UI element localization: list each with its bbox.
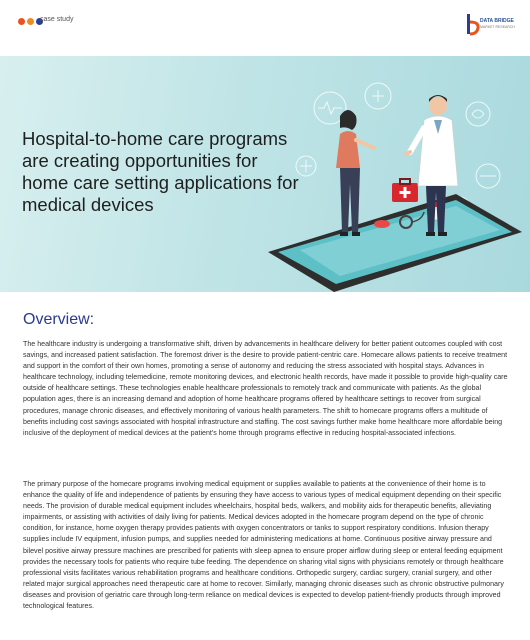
top-bar — [0, 0, 530, 56]
case-study-tag: case study — [40, 16, 74, 23]
logo-mark-icon — [466, 14, 480, 36]
overview-paragraph-2: The primary purpose of the homecare programs involving medical equipment or supplies available to patients at the convenience of their home is to enhance the quality of life and independence of patients by ensuring they have access to various types of medical equipment depending on their specific needs. The provision of durable medical equipment includes wheelchairs, hospital beds, walkers, and mobility aids for therapeutic benefits, alleviating impairments, or assisting with activities of daily living for patients. Medical devices adopted in the homecare program depend on the type of chronic condition, for instance, home oxygen therapy provides patients with oxygen concentrators or tanks to support respiratory conditions. Infusion therapy supplies include IV equipment, infusion pumps, and supplies needed for administering medications at home. Continuous positive airway pressure and bilevel positive airway pressure machines are prescribed for patients with sleep apnea to ensure proper airflow during sleep or enteral feeding equipment provides the necessary tools for patients who require tube feeding. The dependence on sharing vital signs with physicians remotely or through healthcare professional visits facilitates various rehabilitation programs and healthcare conditions. Orthopedic surgery, cardiac surgery, cranial surgery, and other related major surgical approaches need therapeutic care at home to recover. Similarly, managing chronic diseases such as chronic obstructive pulmonary diseases and provision of geriatric care through long-term reliance on medical devices is expected to develop patient-friendly products through improved technological features. — [23, 480, 504, 611]
circle-icon-3 — [466, 102, 490, 126]
logo-name: DATA BRIDGE — [480, 18, 514, 24]
company-logo — [466, 12, 516, 42]
overview-heading: Overview: — [23, 311, 95, 328]
hero-banner — [0, 56, 530, 292]
patient-figure — [336, 110, 374, 236]
hero-title: Hospital-to-home care programs are creating opportunities for home care setting applications for medical devices — [22, 128, 299, 215]
overview-paragraph-1: The healthcare industry is undergoing a transformative shift, driven by advancements in healthcare delivery for better patient outcomes coupled with cost savings, and increased patient satisfaction. The foremost driver is the desire to provide patient-centric care. Homecare allows patients to receive treatment and support in the comfort of their own homes, promoting a sense of autonomy and reducing the stress associated with hospital stays. Advances in healthcare technology, including telemedicine, remote monitoring devices, and electronic health records, have made it possible to provide high-quality care outside of healthcare settings. These technologies enable healthcare professionals to remotely track and communicate with patients. As the global population ages, there is an increasing demand and adoption of home healthcare programs offered by healthcare settings to recover from surgical procedures, manage chronic diseases, and effectively monitoring of various health parameters. The shift to homecare programs offers a multitude of benefits including cost savings associated with hospital infrastructure and staffing. The cost savings further make home healthcare more affordable being inclusive of the deployment of medical devices at the patient's home through programs effective in reducing hospital-associated infections. — [23, 340, 508, 437]
logo-subtitle: MARKET RESEARCH — [480, 25, 515, 29]
pill-icon — [374, 220, 390, 228]
smartphone-platform — [268, 194, 522, 292]
dot-orange-red — [18, 18, 25, 25]
dot-orange — [27, 18, 34, 25]
